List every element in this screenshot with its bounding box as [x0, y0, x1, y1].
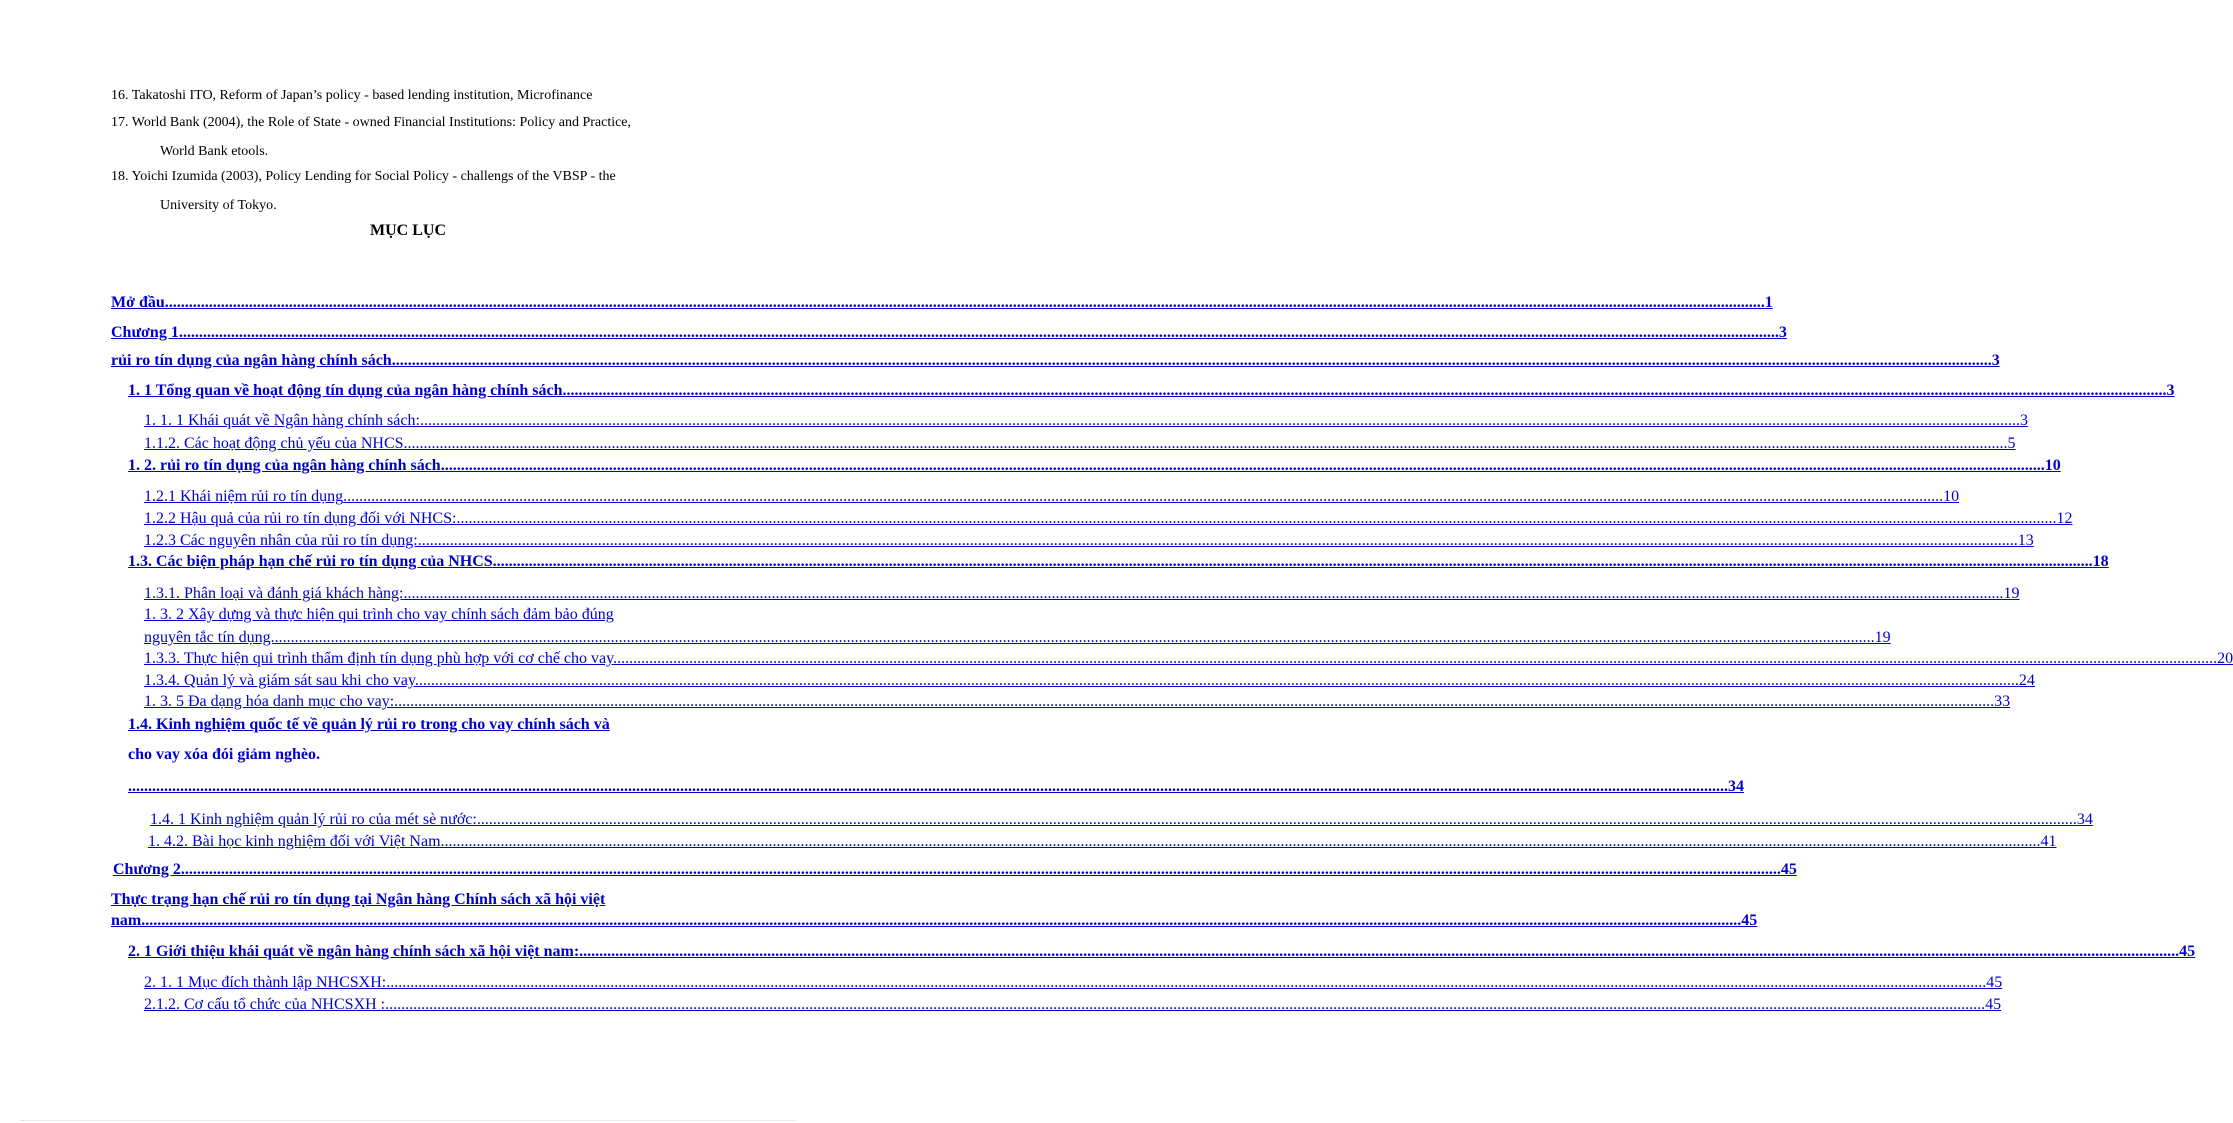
toc-entry-line[interactable]	[128, 380, 2175, 401]
toc-entry-line[interactable]	[128, 941, 2196, 962]
reference-continuation: World Bank etools.	[160, 144, 269, 159]
page-border	[20, 1120, 796, 1121]
toc-page-number[interactable]: 10	[2044, 457, 2061, 474]
reference-text: 18. Yoichi Izumida (2003), Policy Lending for Social Policy - challengs of the VBSP - the	[111, 169, 616, 184]
toc-entry-title[interactable]: 1. 1. 1 Khái quát về Ngân hàng chính sách:	[144, 412, 420, 429]
toc-page-number[interactable]: 45	[1780, 861, 1797, 878]
toc-entry-line[interactable]	[128, 455, 2061, 476]
toc-dot-leader: ................................................................................................................................................................................................................................................................................................................................................................................................................	[407, 435, 2008, 452]
toc-entry-title[interactable]: 1. 3. 2 Xây dựng và thực hiện qui trình cho vay chính sách đảm bảo đúng	[144, 606, 614, 623]
toc-entry-title[interactable]: 1.3.4. Quản lý và giám sát sau khi cho vay.	[144, 672, 419, 689]
toc-entry-title[interactable]: 1.3.1. Phân loại và đánh giá khách hàng:	[144, 585, 404, 602]
toc-entry-title[interactable]: cho vay xóa đói giảm nghèo.	[128, 746, 321, 763]
toc-dot-leader: ................................................................................................................................................................................................................................................................................................................................................................................................................	[417, 532, 2018, 549]
toc-page-number[interactable]: 3	[2019, 412, 2028, 429]
toc-entry-title[interactable]: 1.1.2. Các hoạt động chủ yếu của NHCS.	[144, 435, 408, 452]
reference-text: 16. Takatoshi ITO, Reform of Japan’s policy - based lending institution, Microfinance	[111, 88, 593, 103]
toc-entry-line[interactable]	[111, 322, 1787, 343]
toc-entry-title[interactable]: 2. 1 Giới thiệu khái quát về ngân hàng chính sách xã hội việt nam:	[128, 943, 580, 960]
toc-entry-title[interactable]: nam	[111, 912, 142, 929]
toc-page-number[interactable]: 3	[1778, 324, 1787, 341]
toc-dot-leader: ................................................................................................................................................................................................................................................................................................................................................................................................................	[440, 833, 2041, 850]
toc-dot-leader: ................................................................................................................................................................................................................................................................................................................................................................................................................	[566, 382, 2167, 399]
toc-dot-leader: ................................................................................................................................................................................................................................................................................................................................................................................................................	[418, 672, 2019, 689]
toc-entry-title[interactable]: 1.3.3. Thực hiện qui trình thẩm định tín dụng phù hợp với cơ chế cho vay.	[144, 650, 618, 667]
reference-text: 17. World Bank (2004), the Role of State - owned Financial Institutions: Policy and Practice,	[111, 115, 632, 130]
toc-page-number[interactable]: 34	[1728, 778, 1744, 795]
toc-entry-title[interactable]: Thực trạng hạn chế rủi ro tín dụng tại Ngân hàng Chính sách xã hội việt	[111, 891, 606, 908]
toc-page-number[interactable]: 45	[1741, 912, 1758, 929]
toc-entry-line[interactable]	[150, 809, 2093, 830]
toc-page-number[interactable]: 13	[2017, 532, 2034, 549]
toc-entry-line[interactable]	[128, 714, 816, 735]
toc-dot-leader: ................................................................................................................................................................................................................................................................................................................................................................................................................	[386, 974, 1987, 991]
toc-entry-title[interactable]: 2. 1. 1 Mục đích thành lập NHCSXH:	[144, 974, 387, 991]
toc-entry-line[interactable]	[111, 910, 1758, 931]
toc-dot-leader: ................................................................................................................................................................................................................................................................................................................................................................................................................	[141, 912, 1742, 929]
toc-entry-title[interactable]: 1. 3. 5 Đa dạng hóa danh mục cho vay:	[144, 693, 395, 710]
toc-entry-line[interactable]	[128, 744, 816, 765]
toc-entry-line[interactable]	[144, 670, 2035, 691]
toc-entry-line[interactable]	[144, 604, 738, 625]
toc-entry-line[interactable]	[111, 292, 1773, 313]
toc-entry-line[interactable]	[144, 410, 2028, 431]
toc-entry-line[interactable]	[111, 889, 738, 910]
toc-entry-title[interactable]: 1.2.1 Khái niệm rủi ro tín dụng	[144, 488, 344, 505]
toc-dot-leader: ................................................................................................................................................................................................................................................................................................................................................................................................................	[617, 650, 2218, 667]
toc-entry-line[interactable]	[113, 859, 1797, 880]
toc-entry-title[interactable]: Chương 2	[113, 861, 181, 878]
toc-entry-title[interactable]: 2.1.2. Cơ cấu tổ chức của NHCSXH :	[144, 996, 386, 1013]
toc-page-number[interactable]: 33	[1994, 693, 2011, 710]
toc-dot-leader: ................................................................................................................................................................................................................................................................................................................................................................................................................	[180, 861, 1781, 878]
toc-dot-leader: ................................................................................................................................................................................................................................................................................................................................................................................................................	[492, 553, 2093, 570]
toc-dot-leader: ................................................................................................................................................................................................................................................................................................................................................................................................................	[178, 324, 1779, 341]
toc-entry-line[interactable]	[144, 691, 2011, 712]
toc-dot-leader: ................................................................................................................................................................................................................................................................................................................................................................................................................	[476, 811, 2077, 828]
toc-page-number[interactable]: 3	[1991, 352, 2000, 369]
toc-entry-title[interactable]: 1.4. 1 Kinh nghiệm quản lý rủi ro của mét sè nước:	[150, 811, 477, 828]
toc-page-number[interactable]: 24	[2018, 672, 2035, 689]
toc-entry-title[interactable]: 1.4. Kinh nghiệm quốc tế về quản lý rủi ro trong cho vay chính sách và	[128, 716, 610, 733]
toc-entry-title[interactable]: rủi ro tín dụng của ngân hàng chính sách	[111, 352, 392, 369]
page-title: MỤC LỤC	[370, 222, 446, 239]
toc-dot-leader: ................................................................................................................................................................................................................................................................................................................................................................................................................	[403, 585, 2004, 602]
toc-page-number[interactable]: 10	[1943, 488, 1960, 505]
toc-entry-title[interactable]: 1. 1 Tổng quan về hoạt động tín dụng của ngân hàng chính sách.	[128, 382, 567, 399]
toc-page-number[interactable]: 3	[2166, 382, 2175, 399]
toc-page-number[interactable]: 34	[2076, 811, 2093, 828]
toc-page-number[interactable]: 18	[2092, 553, 2109, 570]
toc-page-number[interactable]: 19	[1874, 629, 1891, 646]
toc-page-number[interactable]: 45	[1986, 974, 2003, 991]
toc-entry-line[interactable]	[111, 350, 2000, 371]
toc-dot-leader: ................................................................................................................................................................................................................................................................................................................................................................................................................	[391, 352, 1992, 369]
toc-page-number[interactable]: 19	[2003, 585, 2020, 602]
toc-dot-leader: ................................................................................................................................................................................................................................................................................................................................................................................................................	[579, 943, 2180, 960]
toc-dot-leader: ................................................................................................................................................................................................................................................................................................................................................................................................................	[444, 457, 2045, 474]
toc-page-number[interactable]: 20	[2217, 650, 2233, 667]
toc-entry-line[interactable]	[128, 551, 2109, 572]
toc-entry-title[interactable]: Mở đầu	[111, 294, 165, 311]
toc-entry-line[interactable]	[148, 831, 2057, 852]
toc-dot-leader: ................................................................................................................................................................................................................................................................................................................................................................................................................	[164, 294, 1765, 311]
toc-page-number[interactable]: 12	[2056, 510, 2073, 527]
toc-entry-line[interactable]	[144, 972, 2003, 993]
toc-dot-leader: ................................................................................................................................................................................................................................................................................................................................................................................................................	[343, 488, 1944, 505]
toc-entry-title[interactable]: nguyên tắc tín dụng.	[144, 629, 275, 646]
toc-entry-title[interactable]: Chương 1	[111, 324, 179, 341]
reference-continuation: University of Tokyo.	[160, 198, 277, 213]
toc-page-number[interactable]: 45	[2179, 943, 2196, 960]
toc-entry-line[interactable]	[128, 776, 1744, 797]
toc-entry-line[interactable]	[144, 648, 2233, 669]
toc-page-number[interactable]: 41	[2040, 833, 2057, 850]
toc-dot-leader: ................................................................................................................................................................................................................................................................................................................................................................................................................	[419, 412, 2020, 429]
toc-entry-line[interactable]	[144, 433, 2016, 454]
toc-entry-line[interactable]	[144, 508, 2073, 529]
toc-entry-title[interactable]: 1.3. Các biện pháp hạn chế rủi ro tín dụng của NHCS	[128, 553, 493, 570]
toc-entry-line[interactable]	[144, 486, 1960, 507]
toc-entry-title[interactable]: 1. 2. rủi ro tín dụng của ngân hàng chính sách.	[128, 457, 445, 474]
toc-entry-title[interactable]: 1. 4.2. Bài học kinh nghiệm đối với Việt Nam	[148, 833, 441, 850]
toc-entry-line[interactable]	[144, 583, 2020, 604]
toc-dot-leader: ................................................................................................................................................................................................................................................................................................................................................................................................................	[385, 996, 1986, 1013]
reference-16	[111, 81, 738, 110]
toc-page-number[interactable]: 1	[1764, 294, 1773, 311]
toc-entry-line[interactable]	[144, 627, 1891, 648]
toc-dot-leader: ................................................................................................................................................................................................................................................................................................................................................................................................................	[274, 629, 1875, 646]
toc-dot-leader: ................................................................................................................................................................................................................................................................................................................................................................................................................	[394, 693, 1995, 710]
reference-18	[111, 162, 738, 220]
toc-entry-line[interactable]	[144, 994, 2002, 1015]
toc-entry-title[interactable]: 1.2.2 Hậu quả của rủi ro tín dụng đối với NHCS:	[144, 510, 457, 527]
toc-entry-line[interactable]	[144, 530, 2034, 551]
toc-page-number[interactable]: 5	[2007, 435, 2016, 452]
toc-page-number[interactable]: 45	[1985, 996, 2002, 1013]
toc-dot-leader: ................................................................................................................................................................................................................................................................................................................................................................................................................	[128, 778, 1728, 795]
reference-17	[111, 108, 738, 166]
toc-entry-title[interactable]: 1.2.3 Các nguyên nhân của rủi ro tín dụng:	[144, 532, 418, 549]
toc-dot-leader: ................................................................................................................................................................................................................................................................................................................................................................................................................	[456, 510, 2057, 527]
